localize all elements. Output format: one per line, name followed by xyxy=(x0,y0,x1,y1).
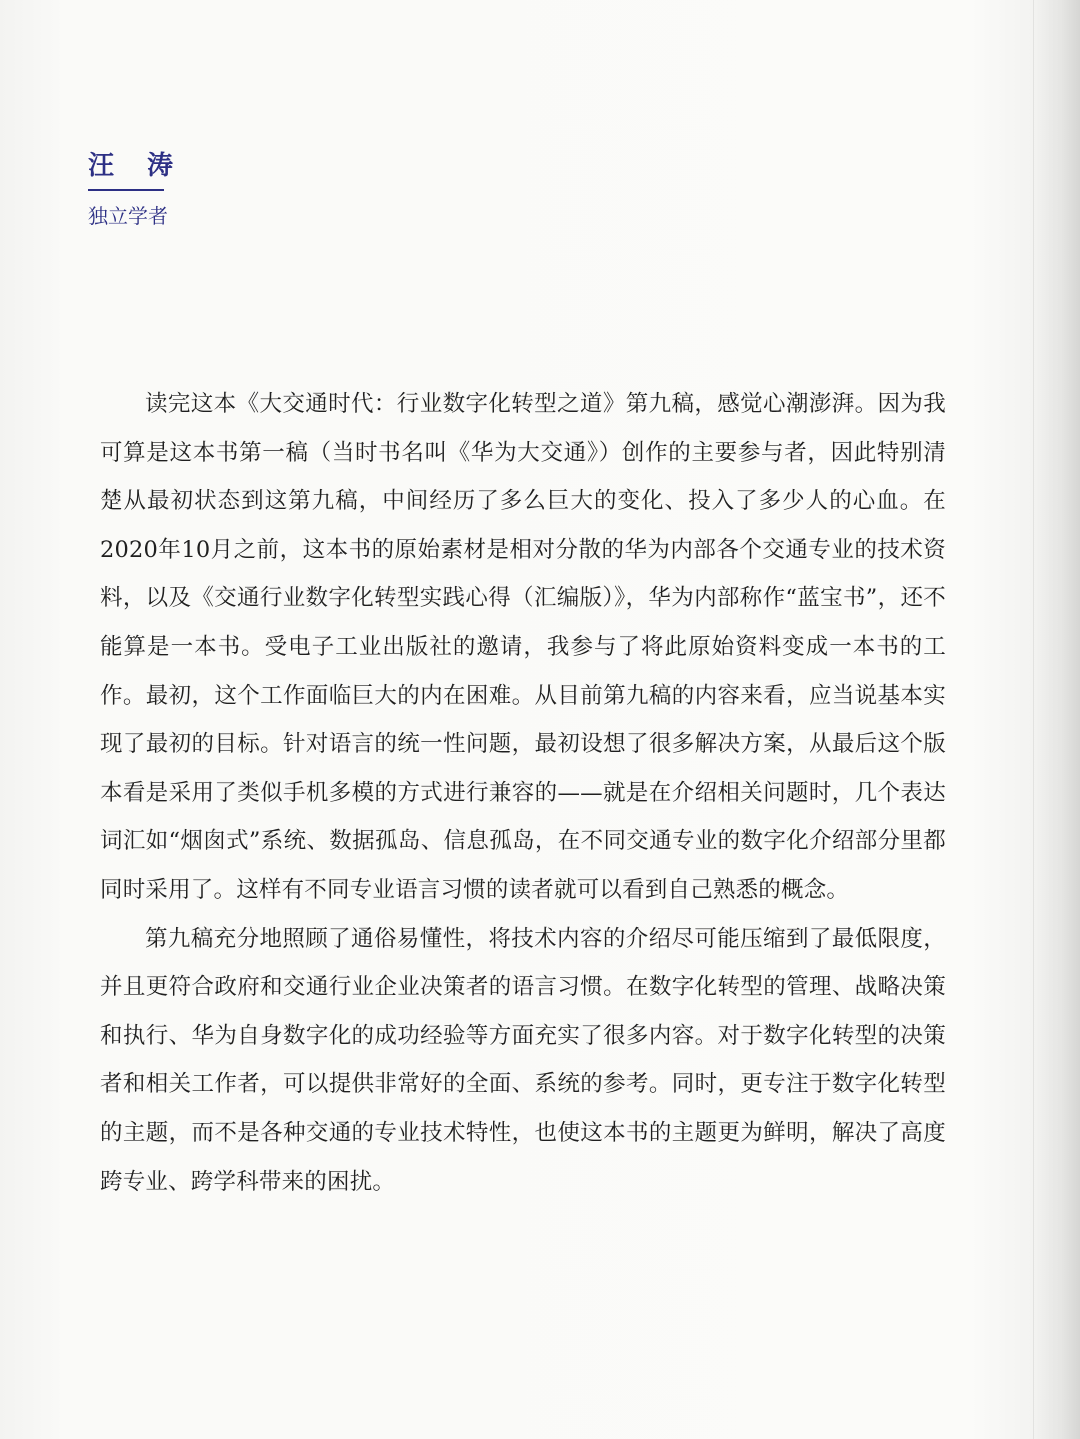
author-header xyxy=(88,148,185,228)
paragraph-1: 读完这本《大交通时代：行业数字化转型之道》第九稿，感觉心潮澎湃。因为我可算是这本书第一稿（当时书名叫《华为大交通》）创作的主要参与者，因此特别清楚从最初状态到这第九稿，中间经历了多么巨大的变化、投入了多少人的心血。在2020年10月之前，这本书的原始素材是相对分散的华为内部各个交通专业的技术资料，以及《交通行业数字化转型实践心得（汇编版）》，华为内部称作“蓝宝书”，还不能算是一本书。受电子工业出版社的邀请，我参与了将此原始资料变成一本书的工作。最初，这个工作面临巨大的内在困难。从目前第九稿的内容来看，应当说基本实现了最初的目标。针对语言的统一性问题，最初设想了很多解决方案，从最后这个版本看是采用了类似手机多模的方式进行兼容的——就是在介绍相关问题时，几个表达词汇如“烟囱式”系统、数据孤岛、信息孤岛，在不同交通专业的数字化介绍部分里都同时采用了。这样有不同专业语言习惯的读者就可以看到自己熟悉的概念。 xyxy=(100,391,946,903)
page-edge-shadow xyxy=(1033,0,1080,1439)
paragraph-2: 第九稿充分地照顾了通俗易懂性，将技术内容的介绍尽可能压缩到了最低限度，并且更符合政府和交通行业企业决策者的语言习惯。在数字化转型的管理、战略决策和执行、华为自身数字化的成功经验等方面充实了很多内容。对于数字化转型的决策者和相关工作者，可以提供非常好的全面、系统的参考。同时，更专注于数字化转型的主题，而不是各种交通的专业技术特性，也使这本书的主题更为鲜明，解决了高度跨专业、跨学科带来的困扰。 xyxy=(100,925,946,1195)
body-text xyxy=(100,380,946,1206)
author-title: 独立学者 xyxy=(88,204,168,228)
author-underline xyxy=(88,189,164,191)
author-name: 汪 涛 xyxy=(88,151,186,181)
